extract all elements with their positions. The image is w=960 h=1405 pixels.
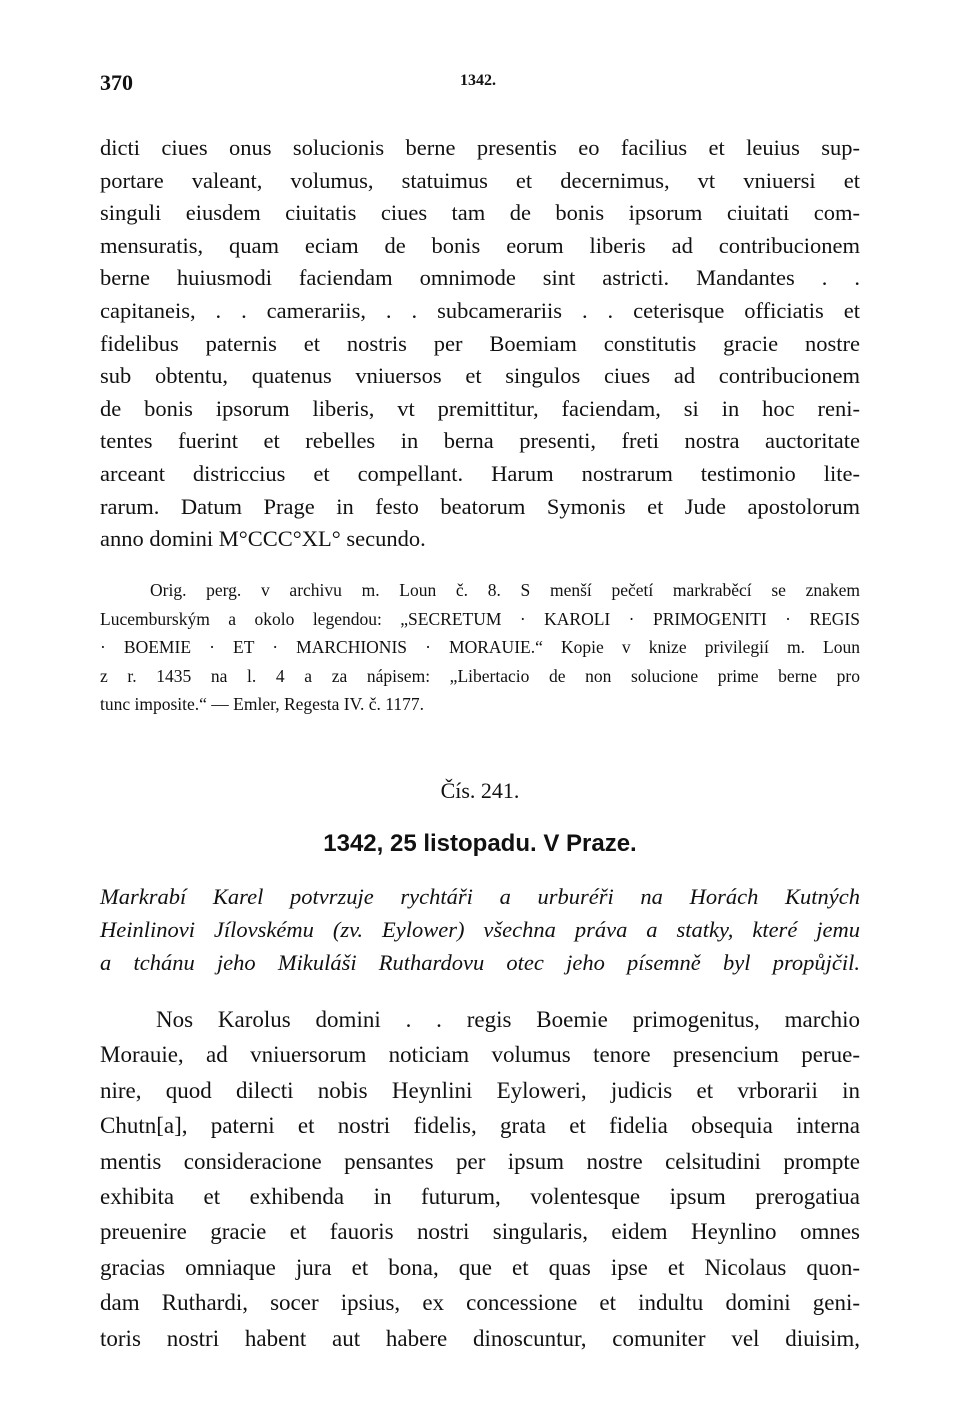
text-line: dicti ciues onus solucionis berne presentis eo facilius et leuius sup- (100, 135, 860, 160)
regest-line: Heinlinovi Jílovskému (zv. Eylower) všechna práva a statky, které jemu (100, 917, 860, 942)
text-line: dam Ruthardi, socer ipsius, ex concessione et indultu domini geni- (100, 1290, 860, 1316)
note-line: z r. 1435 na l. 4 a za nápisem: „Libertacio de non solucione prime berne pro (100, 665, 860, 686)
document-regest (100, 880, 860, 979)
running-head-year: 1342. (460, 72, 496, 89)
page-header (100, 70, 860, 100)
text-line: mensuratis, quam eciam de bonis eorum liberis ad contribucionem (100, 232, 860, 258)
text-line: tentes fuerint et rebelles in berna presenti, freti nostra auctoritate (100, 428, 860, 454)
text-line: portare valeant, volumus, statuimus et decernimus, vt vniuersi et (100, 167, 860, 193)
text-line: capitaneis, . . camerariis, . . subcamerariis . . ceterisque officiatis et (100, 297, 860, 323)
document-date-place: 1342, 25 listopadu. V Praze. (323, 830, 637, 857)
text-line: exhibita et exhibenda in futurum, volentesque ipsum prerogatiua (100, 1184, 860, 1210)
text-line: rarum. Datum Prage in festo beatorum Symonis et Jude apostolorum (100, 493, 860, 519)
regest-line: Markrabí Karel potvrzuje rychtáři a urburéři na Horách Kutných (100, 884, 860, 909)
note-line: tunc imposite.“ — Emler, Regesta IV. č. 1177. (100, 694, 424, 714)
text-line: Nos Karolus domini . . regis Boemie primogenitus, marchio (156, 1007, 860, 1032)
text-line: preuenire gracie et fauoris nostri singularis, eidem Heynlino omnes (100, 1219, 860, 1245)
text-line: de bonis ipsorum liberis, vt premittitur, faciendam, si in hoc reni- (100, 395, 860, 421)
text-line: sub obtentu, quatenus vniuersos et singulos ciues ad contribucionem (100, 363, 860, 389)
document-number: Čís. 241. (440, 778, 520, 803)
note-line: Orig. perg. v archivu m. Loun č. 8. S menší pečetí markraběcí se znakem (150, 580, 860, 600)
text-line: nire, quod dilecti nobis Heynlini Eyloweri, judicis et vrborarii in (100, 1077, 860, 1103)
text-line: mentis consideracione pensantes per ipsum nostre celsitudini prompte (100, 1148, 860, 1174)
continuation-paragraph (100, 132, 860, 556)
note-line: · BOEMIE · ET · MARCHIONIS · MORAUIE.“ Kopie v knize privilegií m. Loun (100, 637, 860, 657)
text-line: fidelibus paternis et nostris per Boemiam constitutis gracie nostre (100, 330, 860, 356)
text-line: Chutn[a], paterni et nostri fidelis, grata et fidelia obsequia interna (100, 1113, 860, 1139)
text-line: anno domini M°CCC°XL° secundo. (100, 526, 426, 552)
document-text (100, 1002, 860, 1356)
text-line: toris nostri habent aut habere dinoscuntur, comuniter vel diuisim, (100, 1325, 860, 1351)
text-line: Morauie, ad vniuersorum noticiam volumus tenore presencium perue- (100, 1042, 860, 1068)
text-line: singuli eiusdem ciuitatis ciues tam de bonis ipsorum ciuitati com- (100, 200, 860, 226)
text-line: berne huiusmodi faciendam omnimode sint astricti. Mandantes . . (100, 265, 860, 291)
regest-line: a tchánu jeho Mikuláši Ruthardovu otec jeho písemně byl propůjčil. (100, 950, 860, 975)
note-line: Lucemburským a okolo legendou: „SECRETUM · KAROLI · PRIMOGENITI · REGIS (100, 608, 860, 629)
text-line: arceant districcius et compellant. Harum nostrarum testimonio lite- (100, 460, 860, 486)
page-number: 370 (100, 70, 133, 95)
text-line: gracias omniaque jura et bona, que et quas ipse et Nicolaus quon- (100, 1254, 860, 1280)
archival-note (100, 576, 860, 719)
